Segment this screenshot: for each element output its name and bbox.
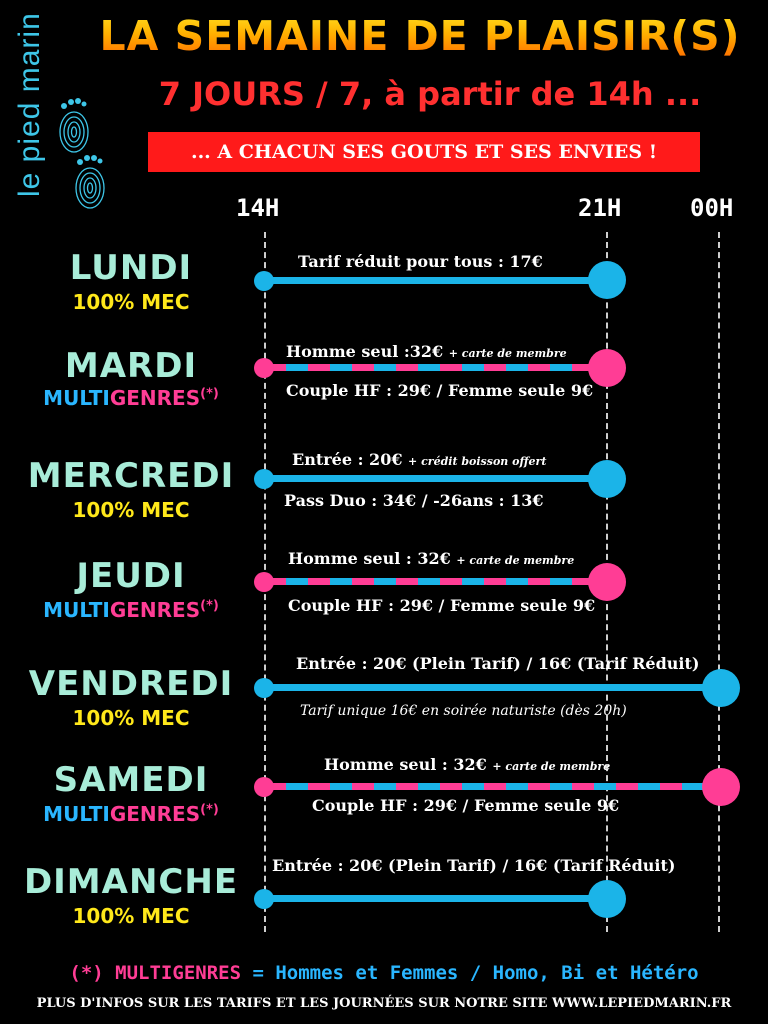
end-dot-dimanche <box>588 880 626 918</box>
day-type-dimanche: 100% MEC <box>72 904 190 928</box>
price2-jeudi: Couple HF : 29€ / Femme seule 9€ <box>288 596 596 615</box>
schedule-bar-mardi <box>264 364 606 371</box>
day-type-samedi: MULTIGENRES(*) <box>43 802 219 826</box>
start-dot-lundi <box>254 271 274 291</box>
day-type-mardi: MULTIGENRES(*) <box>43 386 219 410</box>
hour-label-14h: 14H <box>236 194 280 222</box>
price2-mercredi: Pass Duo : 34€ / -26ans : 13€ <box>284 491 544 510</box>
schedule-bar-samedi <box>264 783 718 790</box>
day-name-vendredi: VENDREDI <box>28 664 234 704</box>
timeline-00h <box>718 232 720 932</box>
end-dot-lundi <box>588 261 626 299</box>
price-samedi: Homme seul : 32€ + carte de membre <box>324 755 611 774</box>
day-type-mercredi: 100% MEC <box>72 498 190 522</box>
page-title: LA SEMAINE DE PLAISIR(S) <box>70 12 768 60</box>
price-lundi: Tarif réduit pour tous : 17€ <box>298 252 543 271</box>
price-jeudi: Homme seul : 32€ + carte de membre <box>288 549 575 568</box>
day-type-vendredi: 100% MEC <box>72 706 190 730</box>
hour-label-21h: 21H <box>578 194 622 222</box>
price-mercredi: Entrée : 20€ + crédit boisson offert <box>292 450 547 469</box>
start-dot-samedi <box>254 777 274 797</box>
day-name-mercredi: MERCREDI <box>27 456 235 496</box>
day-name-lundi: LUNDI <box>69 248 193 288</box>
multigenres-legend: (*) MULTIGENRES = Hommes et Femmes / Homo, Bi et Hétéro <box>69 962 699 984</box>
start-dot-vendredi <box>254 678 274 698</box>
day-type-lundi: 100% MEC <box>72 290 190 314</box>
price-vendredi: Entrée : 20€ (Plein Tarif) / 16€ (Tarif Réduit) <box>296 654 700 673</box>
schedule-bar-vendredi <box>264 684 718 691</box>
day-name-mardi: MARDI <box>64 346 198 386</box>
schedule-bar-lundi <box>264 277 606 284</box>
logo-text: le pied marin <box>13 12 46 197</box>
start-dot-mardi <box>254 358 274 378</box>
day-name-samedi: SAMEDI <box>53 760 209 800</box>
price2-samedi: Couple HF : 29€ / Femme seule 9€ <box>312 796 620 815</box>
day-name-jeudi: JEUDI <box>76 556 186 596</box>
day-name-dimanche: DIMANCHE <box>23 862 239 902</box>
page-subtitle: 7 JOURS / 7, à partir de 14h ... <box>158 75 702 113</box>
price-mardi: Homme seul :32€ + carte de membre <box>286 342 567 361</box>
end-dot-mardi <box>588 349 626 387</box>
end-dot-samedi <box>702 768 740 806</box>
note-vendredi: Tarif unique 16€ en soirée naturiste (dès 20h) <box>300 703 627 719</box>
start-dot-jeudi <box>254 572 274 592</box>
slogan-banner: ... A CHACUN SES GOUTS ET SES ENVIES ! <box>148 132 700 172</box>
schedule-bar-mercredi <box>264 475 606 482</box>
schedule-bar-dimanche <box>264 895 606 902</box>
end-dot-mercredi <box>588 460 626 498</box>
footer-info: PLUS D'INFOS SUR LES TARIFS ET LES JOURNÉES SUR NOTRE SITE WWW.LEPIEDMARIN.FR <box>36 996 732 1011</box>
end-dot-vendredi <box>702 669 740 707</box>
start-dot-mercredi <box>254 469 274 489</box>
day-type-jeudi: MULTIGENRES(*) <box>43 598 219 622</box>
start-dot-dimanche <box>254 889 274 909</box>
hour-label-00h: 00H <box>690 194 734 222</box>
price-dimanche: Entrée : 20€ (Plein Tarif) / 16€ (Tarif Réduit) <box>272 856 676 875</box>
price2-mardi: Couple HF : 29€ / Femme seule 9€ <box>286 381 594 400</box>
schedule-bar-jeudi <box>264 578 606 585</box>
footprint-logo-icon <box>52 92 116 232</box>
